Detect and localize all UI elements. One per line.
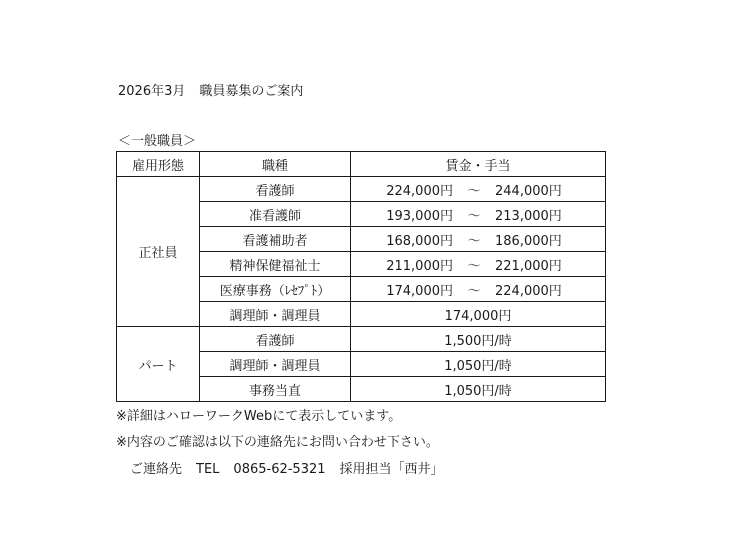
wage-cell (351, 252, 606, 277)
job-cell: 看護師 (200, 177, 351, 202)
header-job-type: 職種 (200, 152, 351, 177)
wage-cell: 1,050円/時 (351, 352, 606, 377)
wage-low: 224,000円 (386, 183, 453, 199)
note-details: ※詳細はハローワークWebにて表示しています。 (116, 409, 402, 424)
contact-person: 採用担当「西井」 (339, 462, 444, 477)
tel-number: 0865-62-5321 (233, 462, 326, 477)
range-separator: ～ (467, 283, 481, 299)
table-header-row (117, 152, 606, 177)
table-row (117, 177, 606, 202)
wage-cell (351, 227, 606, 252)
job-cell: 調理師・調理員 (200, 302, 351, 327)
wage-high: 244,000円 (495, 183, 562, 199)
wage-low: 168,000円 (386, 233, 453, 249)
wage-high: 213,000円 (495, 208, 562, 224)
wage-high: 186,000円 (495, 233, 562, 249)
wage-cell (351, 202, 606, 227)
range-separator: ～ (467, 183, 481, 199)
contact-line (130, 458, 444, 477)
page-heading (118, 80, 303, 99)
range-separator: ～ (467, 233, 481, 249)
range-separator: ～ (467, 258, 481, 274)
wage-high: 221,000円 (495, 258, 562, 274)
job-cell: 調理師・調理員 (200, 352, 351, 377)
wage-cell (351, 277, 606, 302)
tel-label: TEL (196, 462, 220, 477)
wage-low: 193,000円 (386, 208, 453, 224)
job-cell: 医療事務（ﾚｾﾌﾟﾄ） (200, 277, 351, 302)
section-label: ＜一般職員＞ (118, 134, 197, 149)
header-wage: 賃金・手当 (351, 152, 606, 177)
job-cell: 准看護師 (200, 202, 351, 227)
heading-title: 職員募集のご案内 (199, 84, 304, 99)
job-cell: 事務当直 (200, 377, 351, 402)
table-row (117, 327, 606, 352)
wage-low: 174,000円 (386, 283, 453, 299)
employment-type-cell: パート (117, 327, 200, 402)
wage-cell (351, 177, 606, 202)
note-inquiry: ※内容のご確認は以下の連絡先にお問い合わせ下さい。 (116, 435, 439, 450)
employment-type-cell: 正社員 (117, 177, 200, 327)
recruitment-table (116, 151, 606, 402)
job-cell: 看護補助者 (200, 227, 351, 252)
job-cell: 精神保健福祉士 (200, 252, 351, 277)
job-cell: 看護師 (200, 327, 351, 352)
contact-label: ご連絡先 (130, 462, 183, 477)
wage-cell: 1,500円/時 (351, 327, 606, 352)
wage-cell: 1,050円/時 (351, 377, 606, 402)
wage-low: 211,000円 (386, 258, 453, 274)
heading-date: 2026年3月 (118, 84, 186, 99)
header-employment-type: 雇用形態 (117, 152, 200, 177)
range-separator: ～ (467, 208, 481, 224)
wage-cell: 174,000円 (351, 302, 606, 327)
wage-high: 224,000円 (495, 283, 562, 299)
